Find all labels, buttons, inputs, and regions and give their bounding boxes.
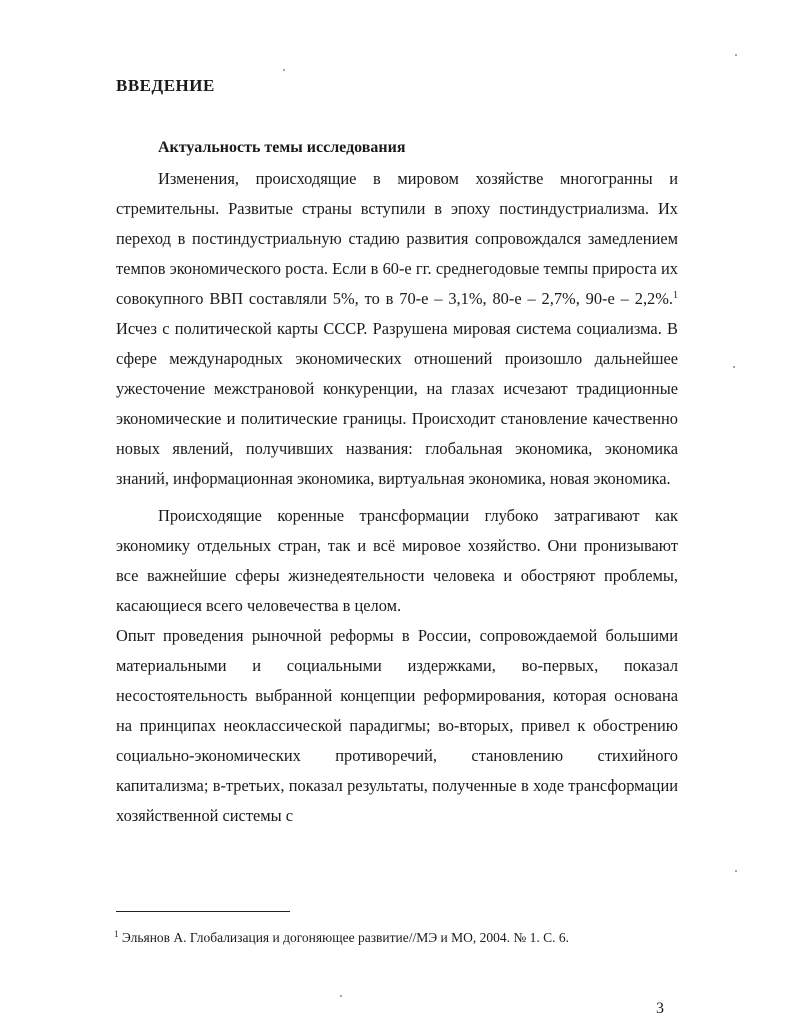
paragraph-2: Происходящие коренные трансформации глубоко затрагивают как экономику отдельных стран, так и всё мировое хозяйство. Они пронизывают все важнейшие сферы жизнедеятельности человека и обостряют проблемы, касающиеся всего человечества в целом. xyxy=(116,506,678,615)
scan-speck xyxy=(733,366,735,368)
footnote-marker: 1 xyxy=(114,929,119,939)
page-number: 3 xyxy=(656,1000,664,1017)
paragraph-1 xyxy=(116,164,678,494)
footnote-reference: 1 xyxy=(673,290,678,301)
paragraph-3: Опыт проведения рыночной реформы в России, сопровождаемой большими материальными и социальными издержками, во-первых, показал несостоятельность выбранной концепции реформирования, которая основана на принципах неоклассической парадигмы; во-вторых, привел к обострению социально-экономических противоречий, становлению стихийного капитализма; в-третьих, показал результаты, полученные в ходе трансформации хозяйственной системы с xyxy=(116,626,678,825)
footnote-separator xyxy=(116,911,290,912)
section-subheading: Актуальность темы исследования xyxy=(158,139,406,156)
scan-speck xyxy=(283,69,285,71)
footnote-text: Эльянов А. Глобализация и догоняющее развитие//МЭ и МО, 2004. № 1. С. 6. xyxy=(118,930,570,945)
footnote xyxy=(114,930,569,946)
scan-speck xyxy=(735,54,737,56)
page-heading: ВВЕДЕНИЕ xyxy=(116,76,215,95)
scan-speck xyxy=(735,870,737,872)
paragraph-1-text-before-note: Изменения, происходящие в мировом хозяйстве многогранны и стремительны. Развитые страны вступили в эпоху постиндустриализма. Их переход в постиндустриальную стадию развития сопровождался замедлением темпов экономического роста. Если в 60-е гг. среднегодовые темпы прироста их совокупного ВВП составляли 5%, то в 70-е – 3,1%, 80-е – 2,7%, 90-е – 2,2%. xyxy=(116,169,678,308)
scan-speck xyxy=(340,995,342,997)
paragraph-1-text-after-note: Исчез с политической карты СССР. Разрушена мировая система социализма. В сфере международных экономических отношений произошло дальнейшее ужесточение межстрановой конкуренции, на глазах исчезают традиционные экономические и политические границы. Происходит становление качественно новых явлений, получивших названия: глобальная экономика, экономика знаний, информационная экономика, виртуальная экономика, новая экономика. xyxy=(116,319,678,488)
body-text xyxy=(116,164,678,831)
